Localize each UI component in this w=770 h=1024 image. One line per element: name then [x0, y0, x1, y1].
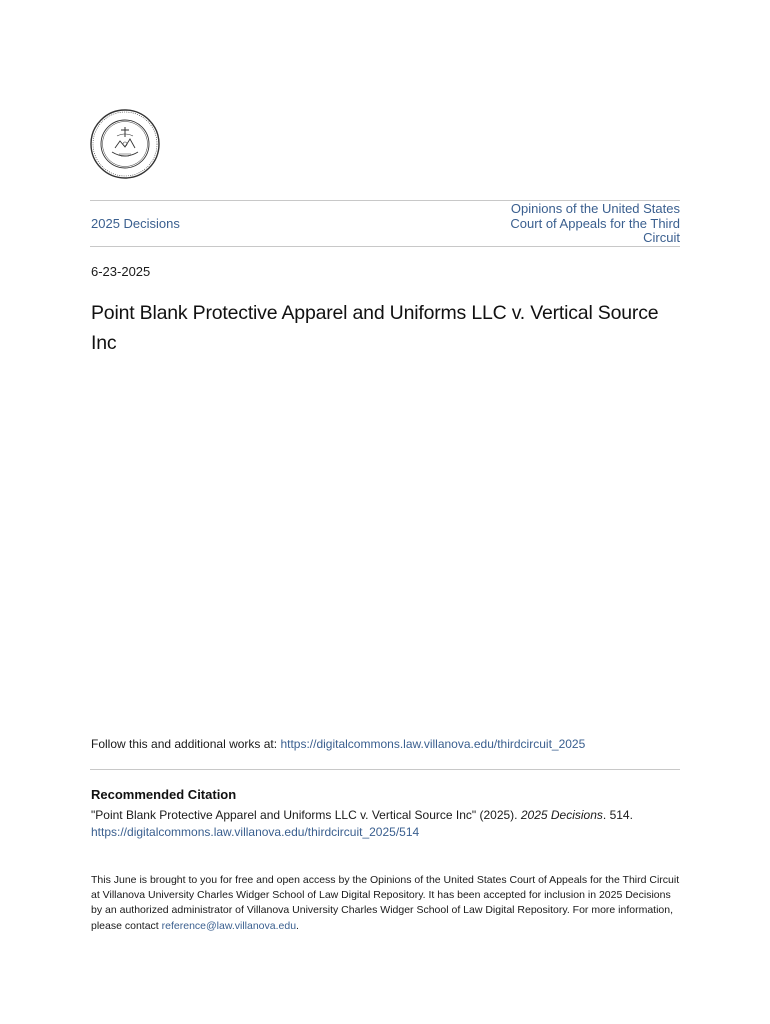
citation-rule: [90, 769, 680, 770]
document-title: Point Blank Protective Apparel and Uniforms LLC v. Vertical Source Inc: [91, 302, 659, 354]
citation-number: . 514.: [602, 808, 633, 822]
citation-body: [91, 807, 681, 841]
university-seal-logo: [89, 108, 161, 180]
follow-line: [91, 737, 585, 751]
collection-link[interactable]: Opinions of the United States Court of Appeals for the Third Circuit: [510, 201, 680, 245]
follow-url-link[interactable]: https://digitalcommons.law.villanova.edu/thirdcircuit_2025: [280, 737, 586, 751]
publication-date: 6-23-2025: [91, 264, 151, 279]
notice-text: This June is brought to you for free and open access by the Opinions of the United States Court of Appeals for the Third Circuit at Villanova University Charles Widger School of Law Digital Repository. It has been accepted for inclusion in 2025 Decisions by an authorized administrator of Villanova University Charles Widger School of Law Digital Repository. For more information, please contact: [91, 874, 680, 932]
citation-heading: Recommended Citation: [91, 787, 237, 802]
notice-end: .: [296, 919, 299, 932]
header-bottom-rule: [90, 246, 680, 247]
citation-series: 2025 Decisions: [520, 808, 603, 822]
access-notice: [91, 873, 681, 934]
series-link[interactable]: 2025 Decisions: [91, 216, 180, 231]
follow-label: Follow this and additional works at:: [91, 737, 281, 751]
citation-text: "Point Blank Protective Apparel and Uniforms LLC v. Vertical Source Inc" (2025).: [91, 808, 521, 822]
citation-url-link[interactable]: https://digitalcommons.law.villanova.edu/thirdcircuit_2025/514: [91, 825, 420, 839]
contact-email-link[interactable]: reference@law.villanova.edu: [161, 919, 297, 932]
